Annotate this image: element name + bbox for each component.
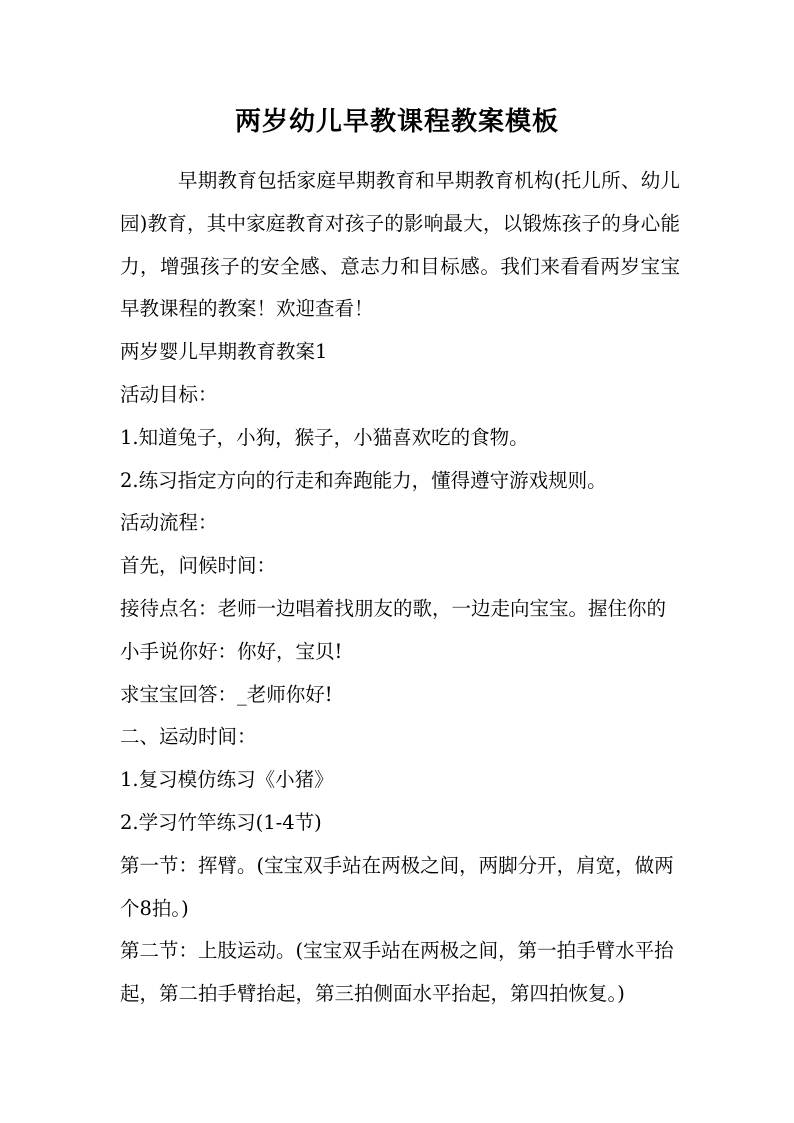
- paragraph: 第一节：挥臂。(宝宝双手站在两极之间，两脚分开，肩宽，做两个8拍。): [120, 853, 674, 920]
- paragraph: 1.复习模仿练习《小猪》: [120, 768, 334, 792]
- paragraph: 活动目标：: [120, 382, 218, 406]
- paragraph: 活动流程：: [120, 511, 218, 535]
- paragraph: 二、运动时间：: [120, 725, 257, 749]
- intro-paragraph: 早期教育包括家庭早期教育和早期教育机构(托儿所、幼儿园)教育，其中家庭教育对孩子的影响最大，以锻炼孩子的身心能力，增强孩子的安全感、意志力和目标感。我们来看看两岁宝宝早教课程的教案！欢迎查看！: [120, 169, 680, 321]
- section-heading: 两岁婴儿早期教育教案1: [120, 340, 328, 364]
- paragraph: 1.知道兔子，小狗，猴子，小猫喜欢吃的食物。: [120, 425, 529, 449]
- document-title: 两岁幼儿早教课程教案模板: [234, 107, 559, 137]
- paragraph: 2.练习指定方向的行走和奔跑能力，懂得遵守游戏规则。: [120, 468, 607, 492]
- paragraph: 第二节：上肢运动。(宝宝双手站在两极之间，第一拍手臂水平抬起，第二拍手臂抬起，第三拍侧面水平抬起，第四拍恢复。): [120, 939, 674, 1006]
- paragraph: 求宝宝回答：_老师你好!: [120, 682, 333, 706]
- paragraph: 2.学习竹竿练习(1-4节): [120, 810, 322, 834]
- paragraph: 接待点名：老师一边唱着找朋友的歌，一边走向宝宝。握住你的小手说你好：你好，宝贝!: [120, 596, 667, 663]
- document-body: [120, 160, 680, 1016]
- paragraph: 首先，问候时间：: [120, 554, 277, 578]
